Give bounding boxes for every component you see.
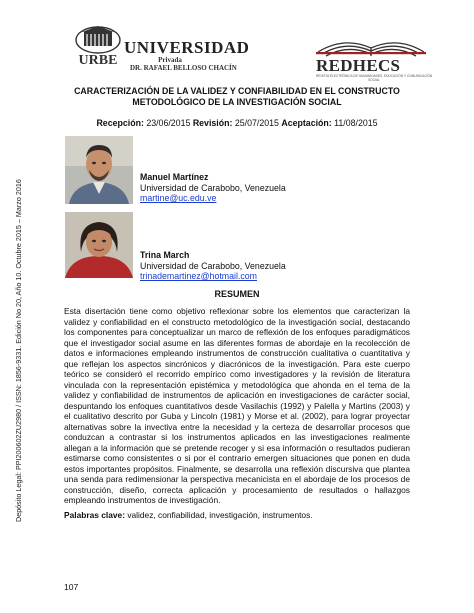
author-block-1 [140,172,286,204]
revision-label: Revisión: [192,118,233,128]
journal-subtitle: REVISTA ELECTRÓNICA DE HUMANIDADES, EDUCACIÓN Y COMUNICACIÓN SOCIAL [315,74,433,82]
author-name: Manuel Martínez [140,172,209,182]
abstract-text: Esta disertación tiene como objetivo reflexionar sobre los elementos que caracterizan la validez y confiabilidad en el constructo metodológico de la investigación social, destacando los componentes para conceptualizar un marco de reflexión de los enfoques paradigmáticos que el investigador social asume en las diferentes formas de abordaje en la recolección de datos e informaciones empleando instrumentos de construcción cualitativa o cuantitativa y que reflejan los aspectos sincrónicos y diacrónicos de la investigación. Para este cuerpo teórico se consideró el recorrido empírico como investigadores y la revisión de literatura vinculada con la representación epistémica y metodológica que ahonda en el tema de la validez y confiabilidad de instrumentos de aplicación en investigaciones de carácter social, despuntando los enfoques cuantitativos desde Vasilachis (1992) y Palella y Martins (2003) y el cualitativo descrito por Guba y Lincoln (1981) y Morse et al. (2002), para lograr proyectar alternativas sobre la invectiva entre la necesidad y la certeza de desarrollar procesos que conduzcan a contrastar si los instrumentos aplicados en las investigaciones realmente allegan a la información que se pretende recoger y si esa información o resultados pudieran estimarse como consistentes o si por el contrario emergen situaciones que ponen en duda estos importantes propósitos. Finalmente, se desarrolla una reflexión discursiva que plantea una senda para redimensionar la perspectiva mecanicista en el abordaje de los procesos de construcción, diseño, correcta aplicación y procesamiento de resultados o hallazgos empleando instrumentos de investigación. [64,306,410,505]
author-email-link[interactable]: trinademartinez@hotmail.com [140,271,257,281]
author-email-link[interactable]: martine@uc.edu.ve [140,193,217,203]
keywords-text: validez, confiabilidad, investigación, instrumentos. [127,510,313,520]
reception-date: 23/06/2015 [146,118,191,128]
author-name: Trina March [140,250,190,260]
author-affiliation: Universidad de Carabobo, Venezuela [140,182,286,193]
acceptance-date: 11/08/2015 [334,118,378,128]
keywords-line [64,510,410,521]
abstract-heading: RESUMEN [214,289,260,299]
author-photo-manuel [65,136,133,204]
article-dates [64,118,410,128]
article-title [64,86,410,108]
reception-label: Recepción: [96,118,144,128]
author-photo-trina [65,212,133,278]
acceptance-label: Aceptación: [281,118,332,128]
author-block-2 [140,250,286,282]
author-portrait-image [65,212,133,278]
author-portrait-image [65,136,133,204]
university-subtitle-name: DR. RAFAEL BELLOSO CHACÍN [130,64,237,72]
revision-date: 25/07/2015 [234,118,279,128]
university-subtitle-privada: Privada [158,56,182,64]
university-name: UNIVERSIDAD [124,38,250,57]
author-affiliation: Universidad de Carabobo, Venezuela [140,260,286,271]
page-header [0,0,474,82]
keywords-label: Palabras clave: [64,510,125,520]
university-logo-icon [72,24,122,68]
svg-text:URBE: URBE [78,53,118,68]
journal-name: REDHECS [316,56,401,75]
page-number: 107 [64,582,79,592]
article-title-line-1: CARACTERIZACIÓN DE LA VALIDEZ Y CONFIABILIDAD EN EL CONSTRUCTO [74,86,400,96]
article-title-line-2: METODOLÓGICO DE LA INVESTIGACIÓN SOCIAL [132,97,342,107]
university-title-block [124,40,249,72]
legal-deposit-vertical-text: Depósito Legal: PPI200602ZU2980 / ISSN: 1856-9331. Edición No 20, Año 10. Octubre 2015 – Marzo 2016 [14,179,23,522]
